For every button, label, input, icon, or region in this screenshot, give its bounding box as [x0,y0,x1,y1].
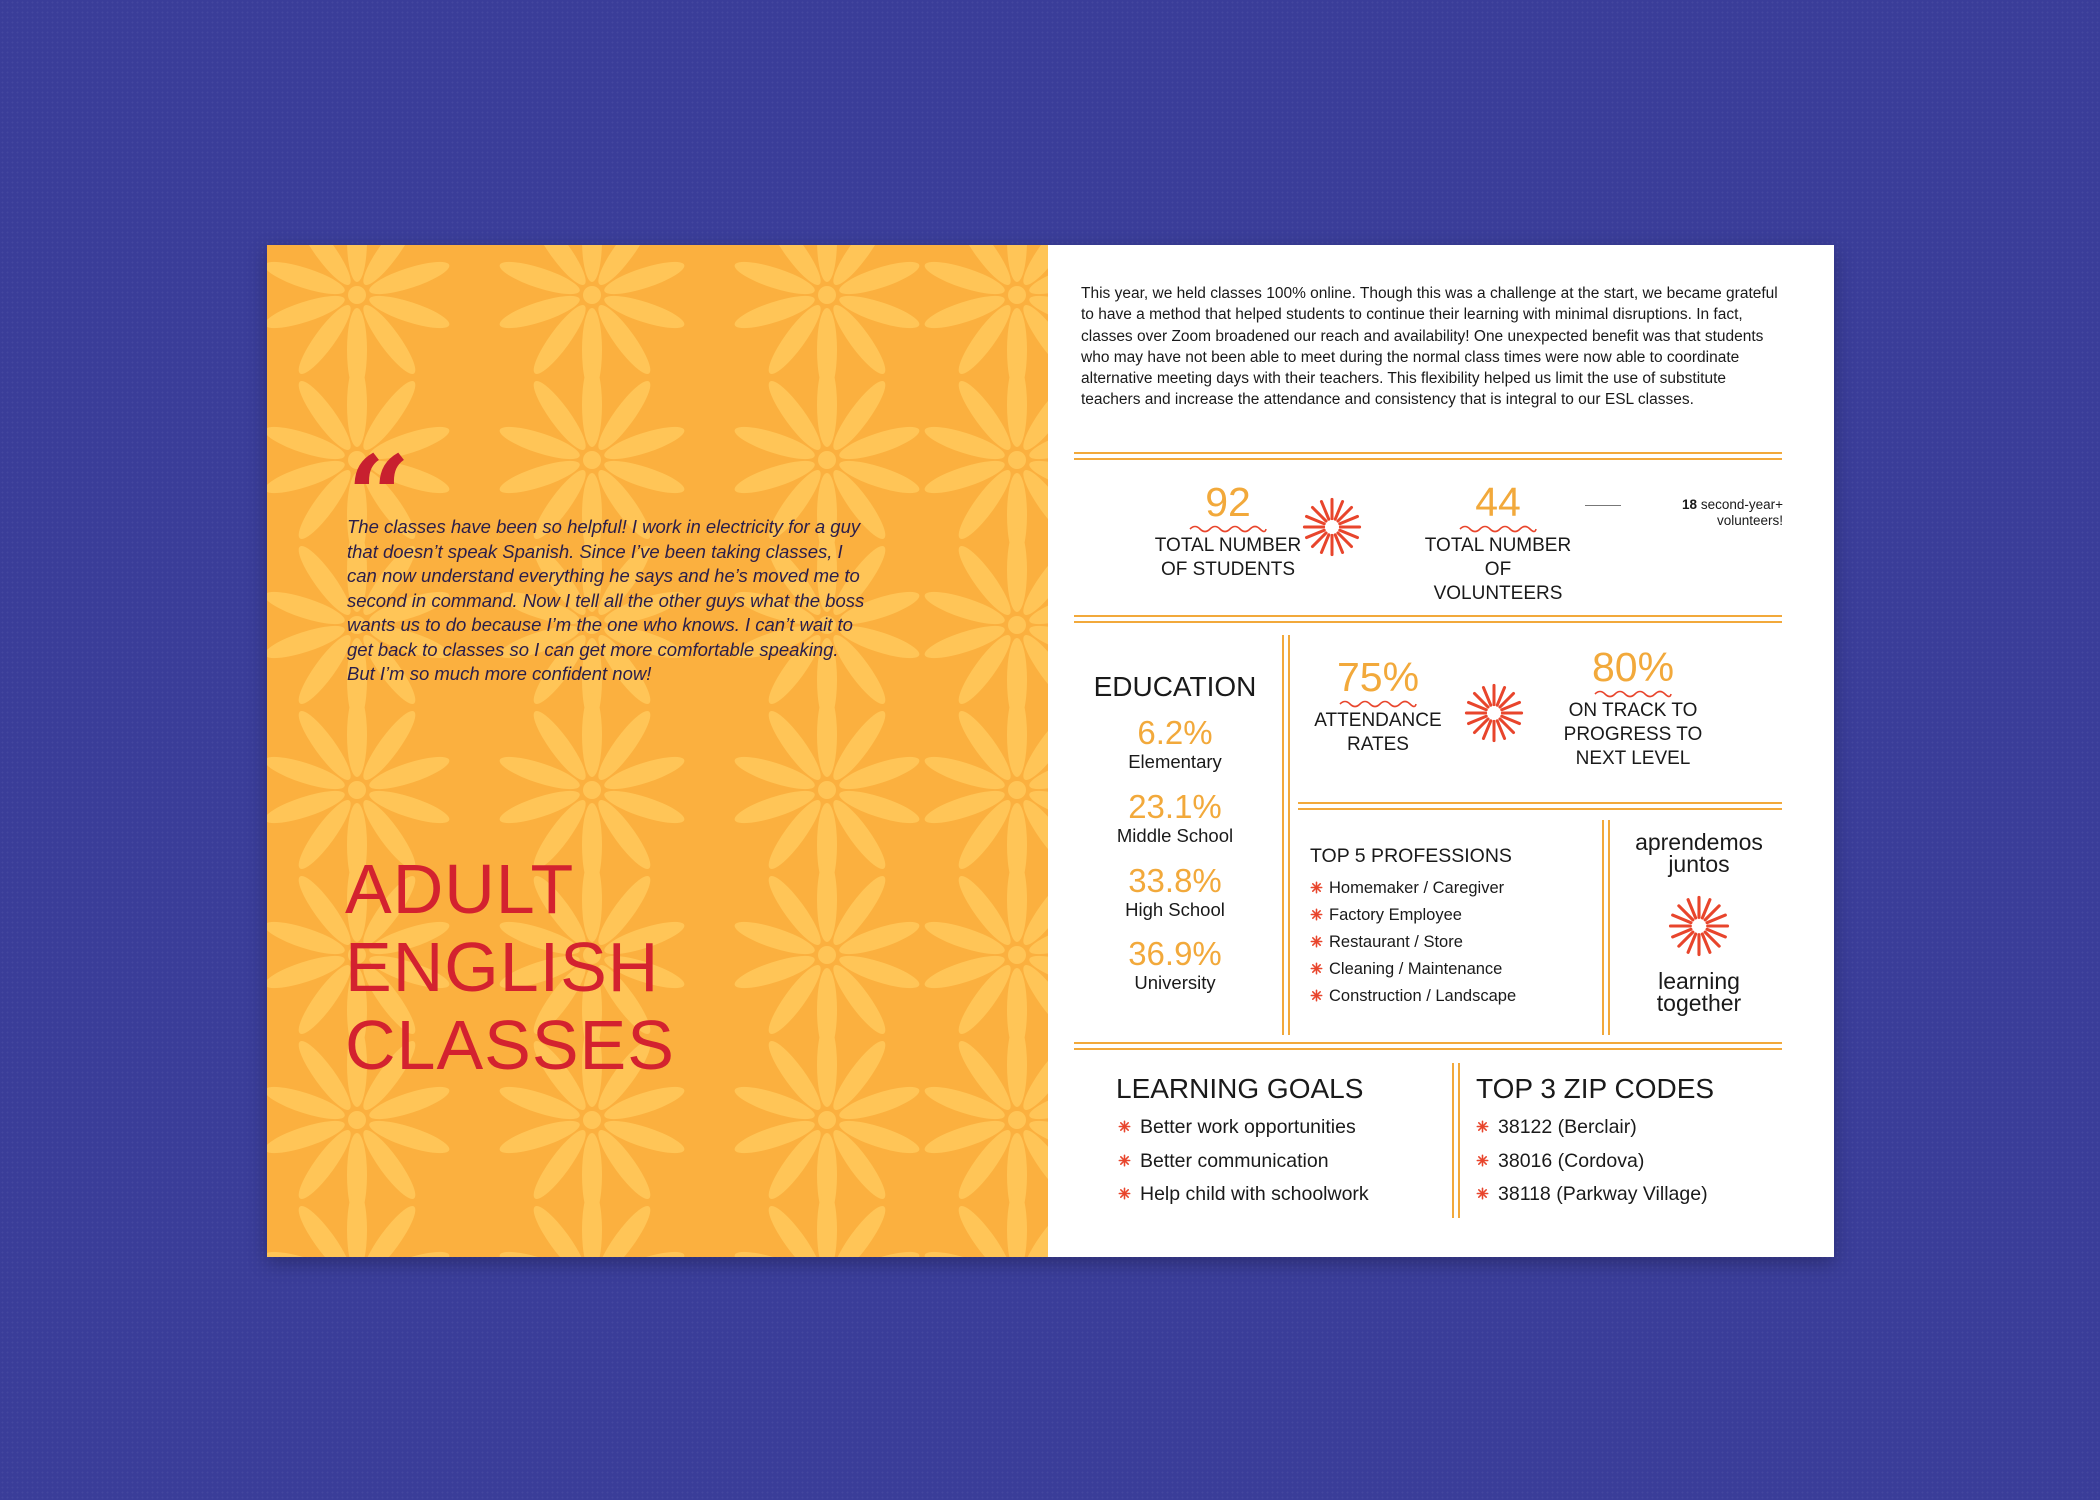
list-item [1310,902,1516,929]
education-heading: EDUCATION [1093,671,1257,702]
profession-label: Restaurant / Store [1329,933,1463,951]
sunburst-star-icon [1302,497,1362,557]
students-stat [1148,480,1308,582]
bullet-star-icon [1310,908,1323,921]
bullet-star-icon [1476,1120,1489,1133]
divider-rule [1074,458,1782,460]
bullet-star-icon [1310,935,1323,948]
vertical-divider [1458,1063,1460,1218]
right-page [1048,245,1834,1257]
education-label: Elementary [1128,751,1222,772]
title-line-1: ADULT [345,850,575,928]
bullet-star-icon [1118,1154,1131,1167]
list-item [1476,1178,1708,1212]
education-item [1080,863,1270,921]
divider-rule [1074,452,1782,454]
zip-codes-list [1476,1111,1708,1212]
list-item [1118,1111,1369,1145]
professions-list [1310,875,1516,1010]
testimonial-quote: The classes have been so helpful! I work in electricity for a guy that doesn’t speak Spanish. Since I’ve been taking classes, I can now understand everything he says and he’s moved me to second in command. Now I tell all the other guys what the boss wants us to do because I’m the one who knows. I can’t wait to get back to classes so I can get more comfortable speaking. But I’m so much more confident now! [347,516,865,684]
squiggle-underline-icon [1338,699,1418,709]
professions-heading: TOP 5 PROFESSIONS [1310,845,1512,867]
students-value: 92 [1205,479,1251,525]
sunburst-star-icon [1668,895,1730,957]
profession-label: Factory Employee [1329,906,1462,924]
sunburst-star-icon [1464,683,1524,743]
tagline-english-2: together [1656,990,1742,1016]
volunteers-stat [1418,480,1578,606]
on-track-value: 80% [1591,644,1675,690]
title-line-2: ENGLISH [345,928,660,1006]
squiggle-underline-icon [1458,524,1538,534]
intro-paragraph: This year, we held classes 100% online. Though this was a challenge at the start, we became grateful to have a method that helped students to continue their learning with minimal disruptions. In fact, classes over Zoom broadened our reach and availability! One unexpected benefit was that students who may have not been able to meet during the normal class times were now able to coordinate alternative meeting days with their teachers. This flexibility helped us limit the use of substitute teachers and increase the attendance and consistency that is integral to our ESL classes. [1081,285,1778,409]
zip-label: 38016 (Cordova) [1498,1149,1645,1172]
education-pct: 23.1% [1128,788,1222,825]
list-item [1310,983,1516,1010]
bullet-star-icon [1310,989,1323,1002]
on-track-label-2: PROGRESS TO [1563,724,1703,745]
bullet-star-icon [1310,962,1323,975]
education-pct: 33.8% [1128,862,1222,899]
bullet-star-icon [1476,1187,1489,1200]
on-track-label-3: NEXT LEVEL [1575,748,1691,769]
list-item [1310,956,1516,983]
bullet-star-icon [1476,1154,1489,1167]
note-text-2: volunteers! [1716,513,1783,528]
vertical-divider [1288,635,1290,1035]
tagline-spanish-1: aprendemos [1635,829,1763,855]
profession-label: Homemaker / Caregiver [1329,879,1505,897]
tagline-english [1616,970,1782,1014]
vertical-divider [1602,820,1604,1035]
learning-goals-heading: LEARNING GOALS [1116,1073,1364,1104]
bullet-star-icon [1118,1120,1131,1133]
tagline-spanish [1616,831,1782,875]
list-item [1118,1145,1369,1179]
education-item [1080,789,1270,847]
list-item [1310,929,1516,956]
education-pct: 6.2% [1137,714,1213,751]
list-item [1476,1145,1708,1179]
brochure-spread [267,245,1834,1257]
vertical-divider [1452,1063,1454,1218]
tagline-spanish-2: juntos [1668,851,1730,877]
left-page [267,245,1048,1257]
volunteers-value: 44 [1475,479,1521,525]
goal-label: Help child with schoolwork [1140,1183,1369,1205]
zip-codes-heading: TOP 3 ZIP CODES [1476,1073,1715,1104]
squiggle-underline-icon [1188,524,1268,534]
note-connector-line [1585,505,1621,506]
divider-rule [1074,621,1782,623]
education-item [1080,715,1270,773]
attendance-label-2: RATES [1347,734,1409,755]
divider-rule [1298,808,1782,810]
on-track-label-1: ON TRACK TO [1568,700,1698,721]
vertical-divider [1608,820,1610,1035]
divider-rule [1298,802,1782,804]
zip-label: 38122 (Berclair) [1498,1116,1637,1138]
education-label: University [1134,972,1216,993]
education-label: Middle School [1116,825,1234,846]
volunteers-label-1: TOTAL NUMBER [1424,535,1572,556]
squiggle-underline-icon [1593,689,1673,699]
bullet-star-icon [1118,1187,1131,1200]
bullet-star-icon [1310,881,1323,894]
flower-pattern [267,245,1048,1257]
goal-label: Better communication [1140,1149,1329,1172]
students-label-1: TOTAL NUMBER [1154,535,1302,556]
goal-label: Better work opportunities [1140,1116,1356,1138]
on-track-stat [1553,645,1713,771]
students-label-2: OF STUDENTS [1160,559,1296,580]
list-item [1310,875,1516,902]
education-item [1080,936,1270,994]
list-item [1118,1178,1369,1212]
attendance-value: 75% [1336,654,1420,700]
volunteers-label-2: OF VOLUNTEERS [1433,559,1563,604]
tagline-english-1: learning [1658,968,1740,994]
divider-rule [1074,1042,1782,1044]
divider-rule [1074,1048,1782,1050]
attendance-stat [1298,655,1458,757]
divider-rule [1074,615,1782,617]
zip-label: 38118 (Parkway Village) [1498,1183,1708,1205]
volunteer-note [1623,497,1783,529]
attendance-label-1: ATTENDANCE [1314,710,1442,731]
profession-label: Construction / Landscape [1329,987,1517,1005]
education-pct: 36.9% [1128,935,1222,972]
education-label: High School [1125,899,1225,920]
learning-goals-list [1118,1111,1369,1212]
quote-mark-icon: “ [347,431,411,560]
title-line-3: CLASSES [345,1006,675,1084]
page-title [345,850,675,1084]
vertical-divider [1282,635,1284,1035]
note-count: 18 [1682,497,1698,512]
note-text-1: second-year+ [1700,497,1783,512]
list-item [1476,1111,1708,1145]
profession-label: Cleaning / Maintenance [1329,960,1503,978]
